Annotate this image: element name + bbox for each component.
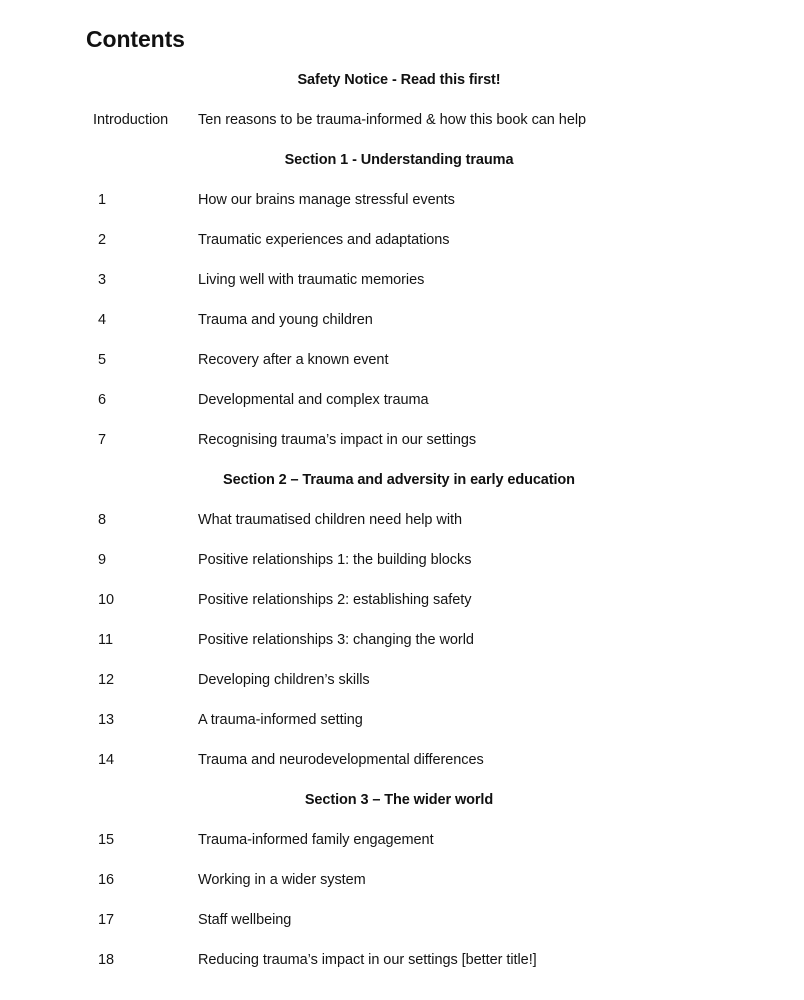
- section-heading-1: Section 1 - Understanding trauma: [284, 152, 514, 168]
- toc-entry-5: [0, 340, 804, 380]
- toc-entry-15: [0, 820, 804, 860]
- toc-entry-number: 8: [98, 512, 107, 528]
- toc-entry-6: [0, 380, 804, 420]
- toc-entry-number: 12: [98, 672, 115, 688]
- toc-entry-number: 3: [98, 272, 107, 288]
- toc-entry-title: Trauma and young children: [198, 312, 373, 328]
- safety-notice-heading: Safety Notice - Read this first!: [297, 72, 501, 88]
- page-title: Contents: [86, 26, 185, 53]
- toc-entry-introduction: [0, 100, 804, 140]
- toc-entry-7: [0, 420, 804, 460]
- toc-entry-title: Reducing trauma’s impact in our settings [better title!]: [198, 952, 537, 968]
- toc-entry-11: [0, 620, 804, 660]
- toc-entry-title: Positive relationships 3: changing the world: [198, 632, 474, 648]
- toc-entry-number: 18: [98, 952, 115, 968]
- toc-entry-title: Living well with traumatic memories: [198, 272, 425, 288]
- toc-entry-title: Staff wellbeing: [198, 912, 292, 928]
- toc-entry-number: 14: [98, 752, 115, 768]
- toc-entry-8: [0, 500, 804, 540]
- toc-entry-number: 16: [98, 872, 115, 888]
- toc-entry-title: Traumatic experiences and adaptations: [198, 232, 450, 248]
- toc-entry-14: [0, 740, 804, 780]
- toc-entry-number: 6: [98, 392, 107, 408]
- toc-entry-title: How our brains manage stressful events: [198, 192, 455, 208]
- toc-entry-title: Positive relationships 1: the building blocks: [198, 552, 472, 568]
- toc-entry-number: 4: [98, 312, 107, 328]
- toc-entry-title: Trauma-informed family engagement: [198, 832, 434, 848]
- toc-entry-number: 7: [98, 432, 107, 448]
- toc-entry-number: 13: [98, 712, 115, 728]
- toc-entry-title: Developing children’s skills: [198, 672, 370, 688]
- toc-entry-12: [0, 660, 804, 700]
- toc-entry-1: [0, 180, 804, 220]
- toc-entry-number: 1: [98, 192, 107, 208]
- toc-entry-number: 10: [98, 592, 115, 608]
- toc-entry-title: What traumatised children need help with: [198, 512, 462, 528]
- toc-entry-number: 17: [98, 912, 115, 928]
- toc-entry-18: [0, 940, 804, 980]
- toc-entry-13: [0, 700, 804, 740]
- toc-entry-3: [0, 260, 804, 300]
- toc-entry-number: Introduction: [93, 112, 169, 128]
- toc-entry-2: [0, 220, 804, 260]
- toc-entry-number: 9: [98, 552, 107, 568]
- toc-entry-title: Positive relationships 2: establishing safety: [198, 592, 472, 608]
- toc-entry-17: [0, 900, 804, 940]
- toc-entry-title: A trauma-informed setting: [198, 712, 363, 728]
- toc-entry-number: 2: [98, 232, 107, 248]
- toc-entry-number: 15: [98, 832, 115, 848]
- toc-entry-number: 11: [98, 632, 113, 648]
- toc-entry-4: [0, 300, 804, 340]
- toc-entry-16: [0, 860, 804, 900]
- toc-entry-title: Developmental and complex trauma: [198, 392, 429, 408]
- section-heading-2: Section 2 – Trauma and adversity in early education: [223, 472, 575, 488]
- toc-entry-title: Trauma and neurodevelopmental differences: [198, 752, 484, 768]
- section-heading-3: Section 3 – The wider world: [304, 792, 494, 808]
- toc-entry-number: 5: [98, 352, 107, 368]
- toc-entry-title: Working in a wider system: [198, 872, 366, 888]
- toc-entry-title: Ten reasons to be trauma-informed & how this book can help: [198, 112, 587, 128]
- toc-entry-title: Recovery after a known event: [198, 352, 389, 368]
- toc-entry-10: [0, 580, 804, 620]
- table-of-contents: [0, 60, 804, 980]
- toc-entry-9: [0, 540, 804, 580]
- toc-entry-title: Recognising trauma’s impact in our settings: [198, 432, 477, 448]
